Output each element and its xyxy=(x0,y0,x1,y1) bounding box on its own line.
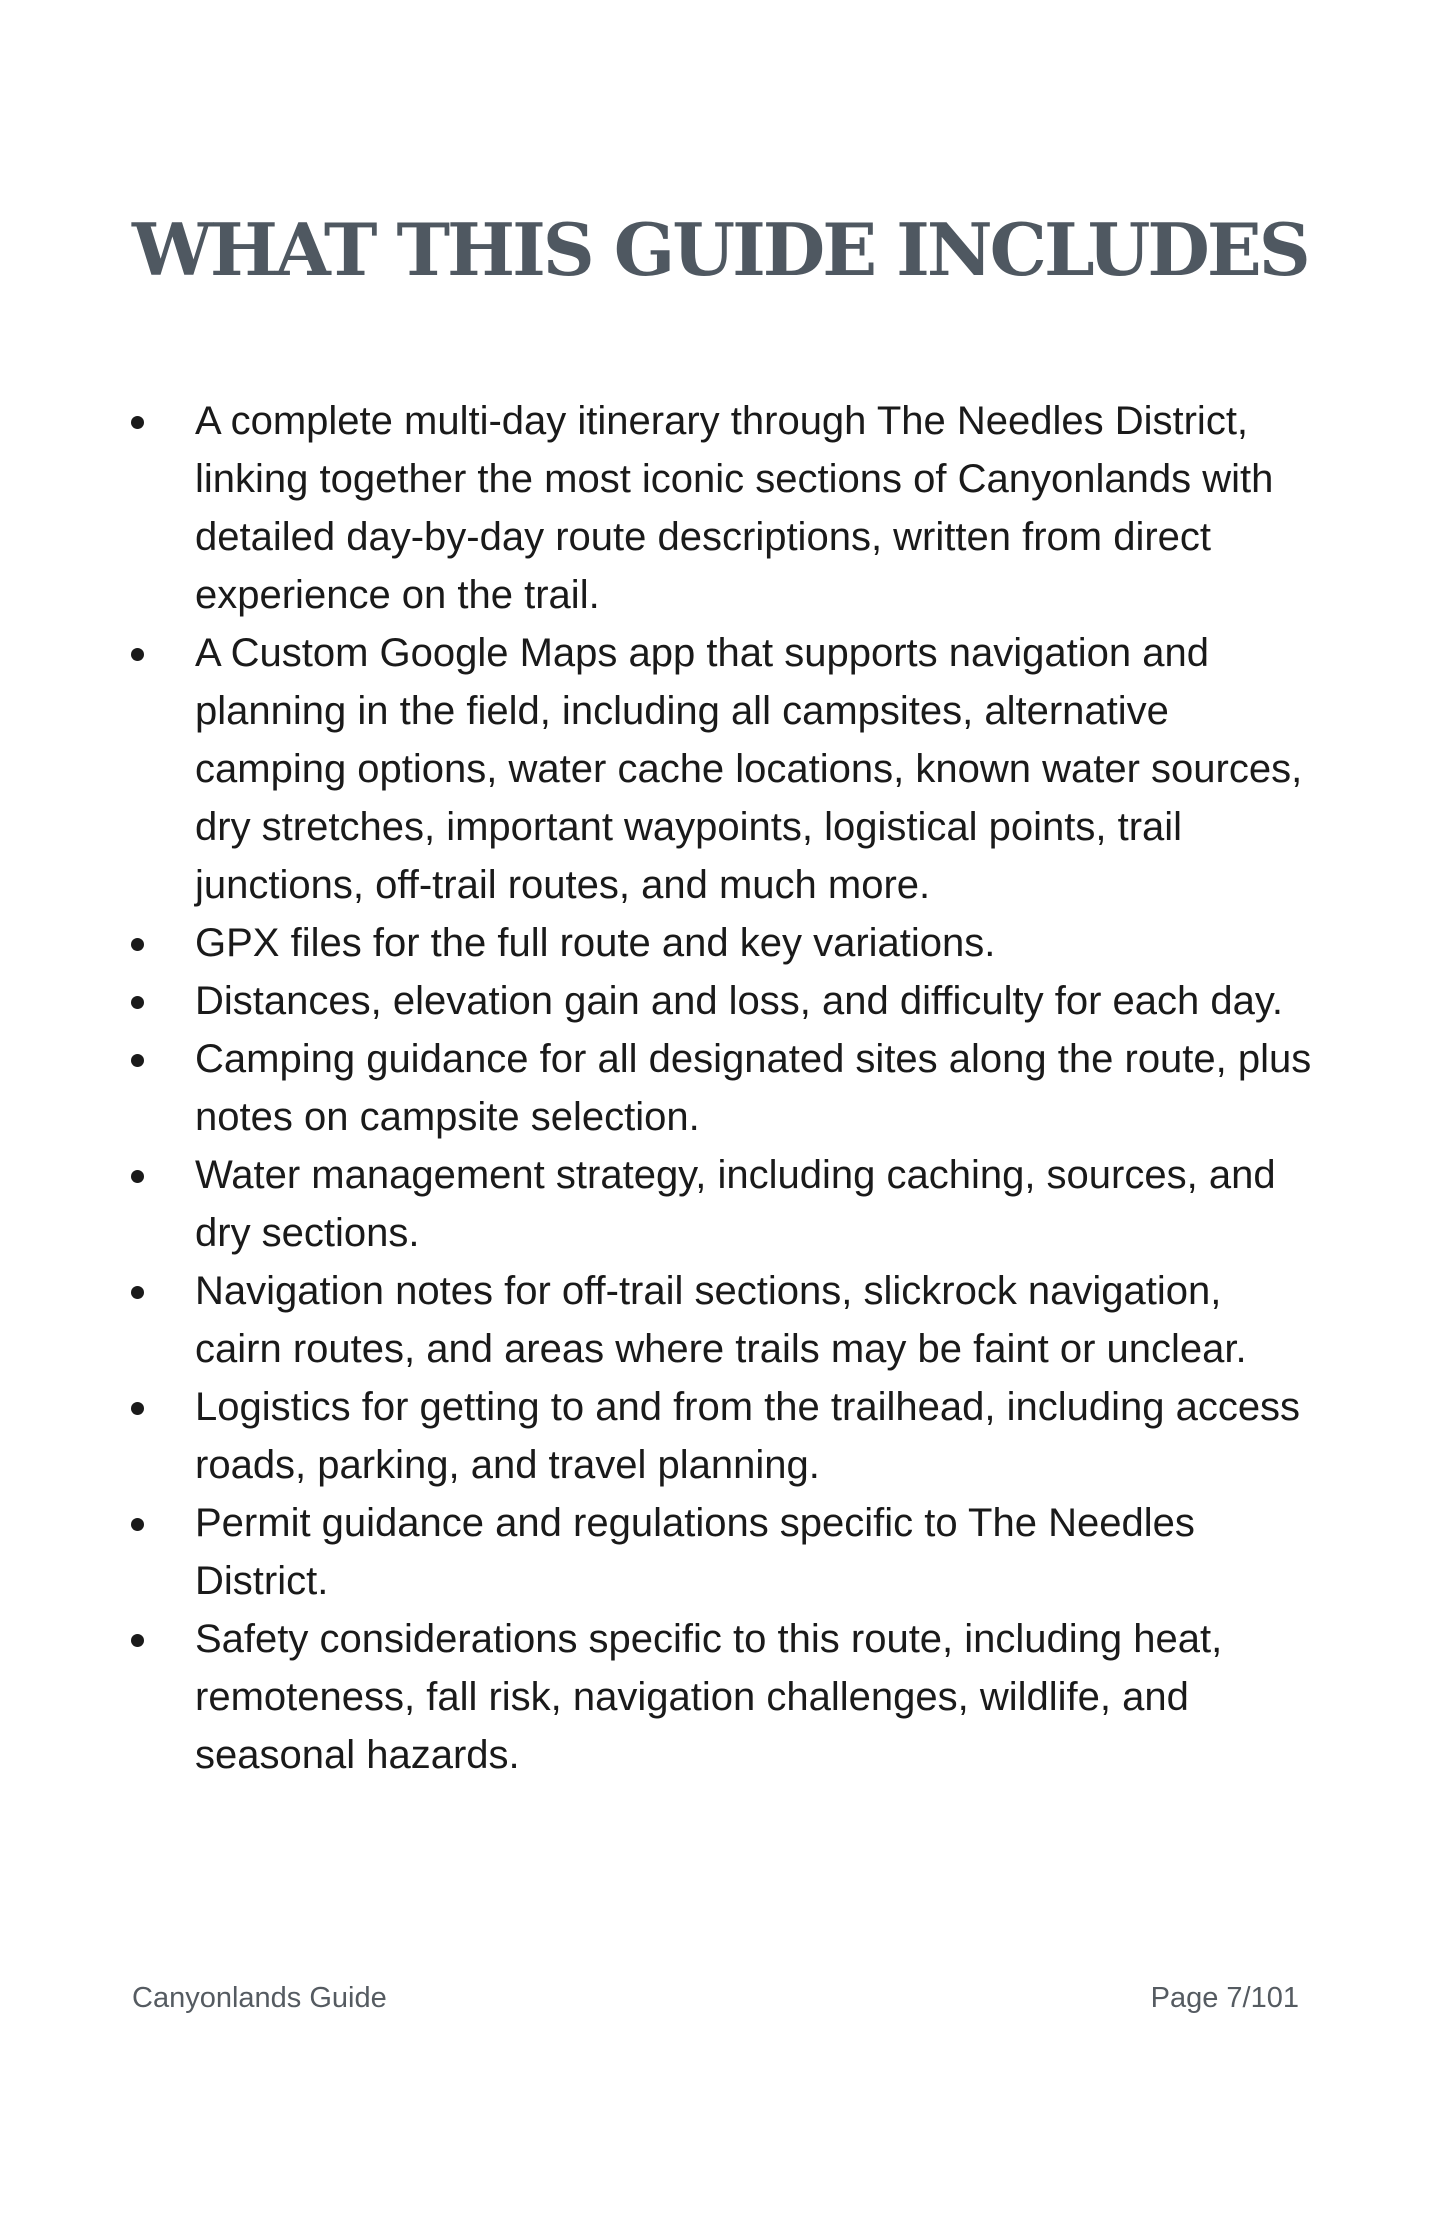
list-item xyxy=(130,1030,1315,1146)
footer-guide-name: Canyonlands Guide xyxy=(132,1982,387,2014)
bullet-icon xyxy=(130,624,195,661)
list-item-text: Safety considerations specific to this route, including heat, remoteness, fall risk, navigation challenges, wildlife, and seasonal hazards. xyxy=(195,1617,1223,1777)
list-item xyxy=(130,1610,1315,1784)
bullet-icon xyxy=(130,392,195,429)
list-item-text: GPX files for the full route and key variations. xyxy=(195,921,996,965)
list-item xyxy=(130,624,1315,914)
list-item-text: Permit guidance and regulations specific to The Needles District. xyxy=(195,1501,1195,1603)
list-item xyxy=(130,914,1315,972)
list-item-text: Navigation notes for off-trail sections, slickrock navigation, cairn routes, and areas where trails may be faint or unclear. xyxy=(195,1269,1247,1371)
bullet-icon xyxy=(130,1146,195,1183)
list-item-text: A complete multi-day itinerary through The Needles District, linking together the most iconic sections of Canyonlands with detailed day-by-day route descriptions, written from direct experience on the trail. xyxy=(195,399,1274,617)
bullet-icon xyxy=(130,914,195,951)
footer-page-number: Page 7/101 xyxy=(1150,1982,1299,2014)
list-item xyxy=(130,1494,1315,1610)
list-item-text: Logistics for getting to and from the trailhead, including access roads, parking, and travel planning. xyxy=(195,1385,1301,1487)
guide-contents-list xyxy=(130,392,1315,1784)
list-item xyxy=(130,392,1315,624)
bullet-icon xyxy=(130,1494,195,1531)
list-item xyxy=(130,1262,1315,1378)
list-item-text: A Custom Google Maps app that supports navigation and planning in the field, including all campsites, alternative camping options, water cache locations, known water sources, dry stretches, important waypoints, logistical points, trail junctions, off-trail routes, and much more. xyxy=(195,631,1303,907)
bullet-icon xyxy=(130,1262,195,1299)
bullet-icon xyxy=(130,972,195,1009)
bullet-icon xyxy=(130,1378,195,1415)
list-item xyxy=(130,1378,1315,1494)
list-item-text: Camping guidance for all designated sites along the route, plus notes on campsite selection. xyxy=(195,1037,1312,1139)
bullet-icon xyxy=(130,1030,195,1067)
list-item-text: Distances, elevation gain and loss, and difficulty for each day. xyxy=(195,979,1284,1023)
list-item xyxy=(130,1146,1315,1262)
list-item-text: Water management strategy, including caching, sources, and dry sections. xyxy=(195,1153,1276,1255)
page-title: WHAT THIS GUIDE INCLUDES xyxy=(132,207,1308,292)
bullet-icon xyxy=(130,1610,195,1647)
list-item xyxy=(130,972,1315,1030)
